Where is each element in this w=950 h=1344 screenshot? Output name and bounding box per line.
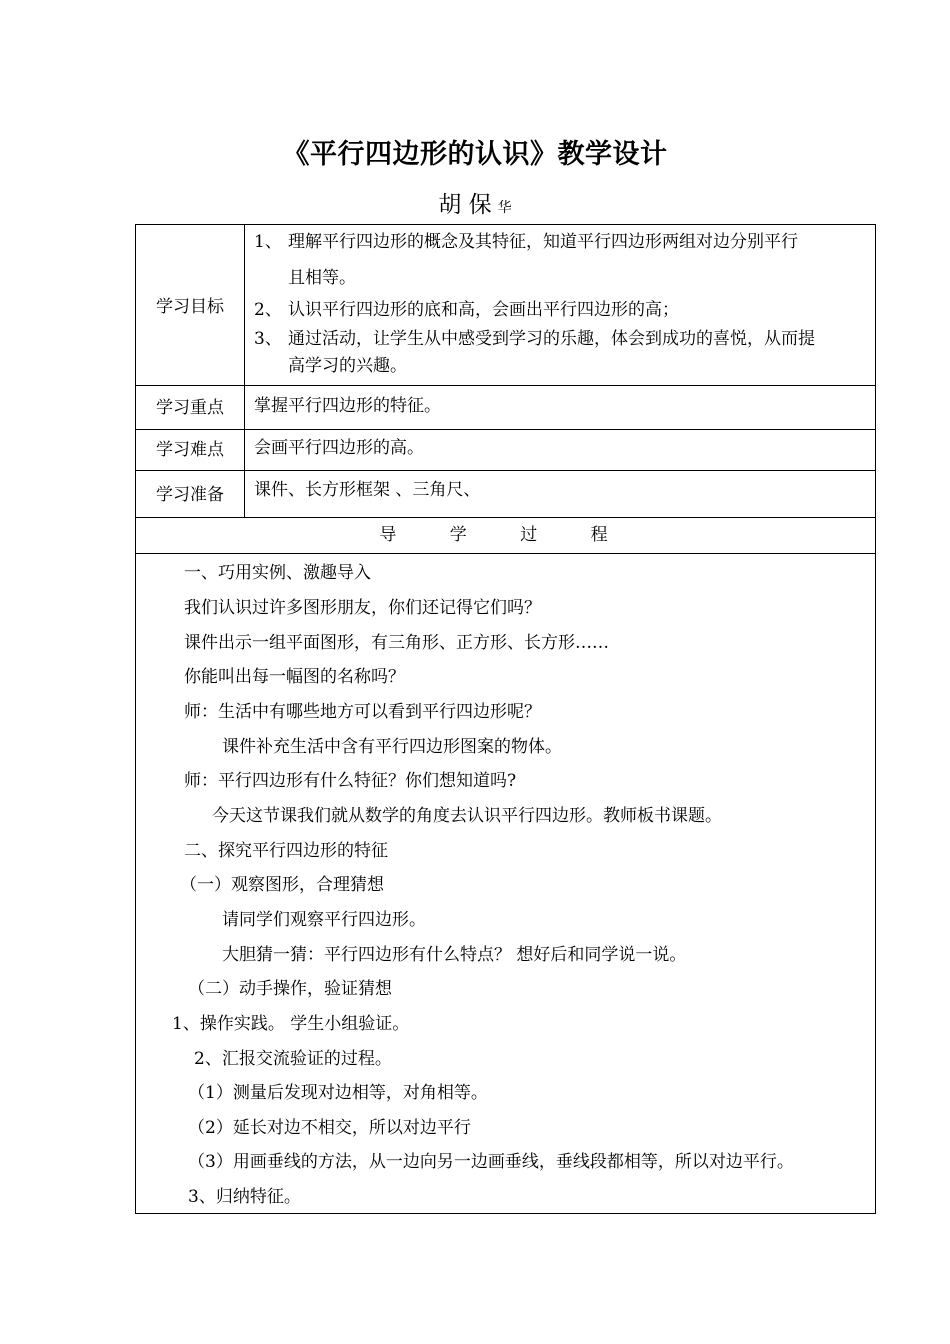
- goal-text: 理解平行四边形的概念及其特征，知道平行四边形两组对边分别平行: [288, 232, 798, 252]
- process-line: （3）用画垂线的方法，从一边向另一边画垂线，垂线段都相等，所以对边平行。: [188, 1152, 794, 1172]
- goal-item-continued: [254, 265, 872, 291]
- process-line: 你能叫出每一幅图的名称吗？: [184, 667, 405, 687]
- goal-number: 2、: [254, 300, 282, 320]
- goal-item-continued: [254, 353, 872, 379]
- process-line: （2）延长对边不相交，所以对边平行: [188, 1118, 471, 1138]
- process-line: 我们认识过许多图形朋友，你们还记得它们吗？: [184, 598, 541, 618]
- document-title: 《平行四边形的认识》教学设计: [282, 139, 668, 170]
- goals-label: 学习目标: [156, 297, 224, 317]
- row-divider: [136, 429, 875, 430]
- row-divider: [136, 553, 875, 554]
- process-line: 2、汇报交流验证的过程。: [194, 1049, 392, 1069]
- author-suffix: 华: [497, 200, 512, 216]
- process-line: （一）观察图形，合理猜想: [180, 875, 384, 895]
- difficulty-text: 会画平行四边形的高。: [254, 438, 424, 458]
- goal-text-continued: 且相等。: [288, 268, 356, 288]
- goal-text-continued: 高学习的兴趣。: [288, 356, 407, 376]
- process-line: 二、探究平行四边形的特征: [184, 841, 388, 861]
- difficulty-label: 学习难点: [156, 440, 224, 460]
- process-line: 一、巧用实例、激趣导入: [184, 563, 371, 583]
- lesson-plan-table: [135, 224, 876, 1214]
- process-line: 师：平行四边形有什么特征？你们想知道吗?: [184, 771, 517, 791]
- process-line: （二）动手操作，验证猜想: [188, 979, 392, 999]
- prep-text: 课件、长方形框架 、三角尺、: [254, 480, 481, 500]
- prep-label: 学习准备: [156, 485, 224, 505]
- process-line: 请同学们观察平行四边形。: [222, 910, 426, 930]
- process-line: 今天这节课我们就从数学的角度去认识平行四边形。教师板书课题。: [212, 806, 722, 826]
- author-name: 胡 保: [438, 192, 492, 218]
- row-divider: [136, 385, 875, 386]
- process-header: 导 学 过 程: [379, 525, 632, 545]
- key-text: 掌握平行四边形的特征。: [254, 396, 441, 416]
- goal-text: 认识平行四边形的底和高，会画出平行四边形的高；: [288, 300, 679, 320]
- author: [0, 186, 950, 219]
- process-line: 1、操作实践。 学生小组验证。: [172, 1014, 410, 1034]
- goal-item: [254, 229, 872, 255]
- process-line: 课件补充生活中含有平行四边形图案的物体。: [222, 737, 562, 757]
- process-line: 师：生活中有哪些地方可以看到平行四边形呢？: [184, 702, 541, 722]
- process-line: 大胆猜一猜：平行四边形有什么特点？ 想好后和同学说一说。: [222, 945, 687, 965]
- process-line: 3、归纳特征。: [188, 1187, 301, 1207]
- key-label: 学习重点: [156, 398, 224, 418]
- goal-number: 3、: [254, 329, 282, 349]
- goal-number: 1、: [254, 232, 282, 252]
- process-line: 课件出示一组平面图形，有三角形、正方形、长方形……: [184, 633, 609, 653]
- goal-item: [254, 326, 872, 352]
- row-divider: [136, 517, 875, 518]
- column-divider: [244, 225, 245, 517]
- goal-text: 通过活动，让学生从中感受到学习的乐趣，体会到成功的喜悦，从而提: [288, 329, 815, 349]
- row-divider: [136, 470, 875, 471]
- process-line: （1）测量后发现对边相等，对角相等。: [188, 1083, 488, 1103]
- goal-item: [254, 297, 872, 323]
